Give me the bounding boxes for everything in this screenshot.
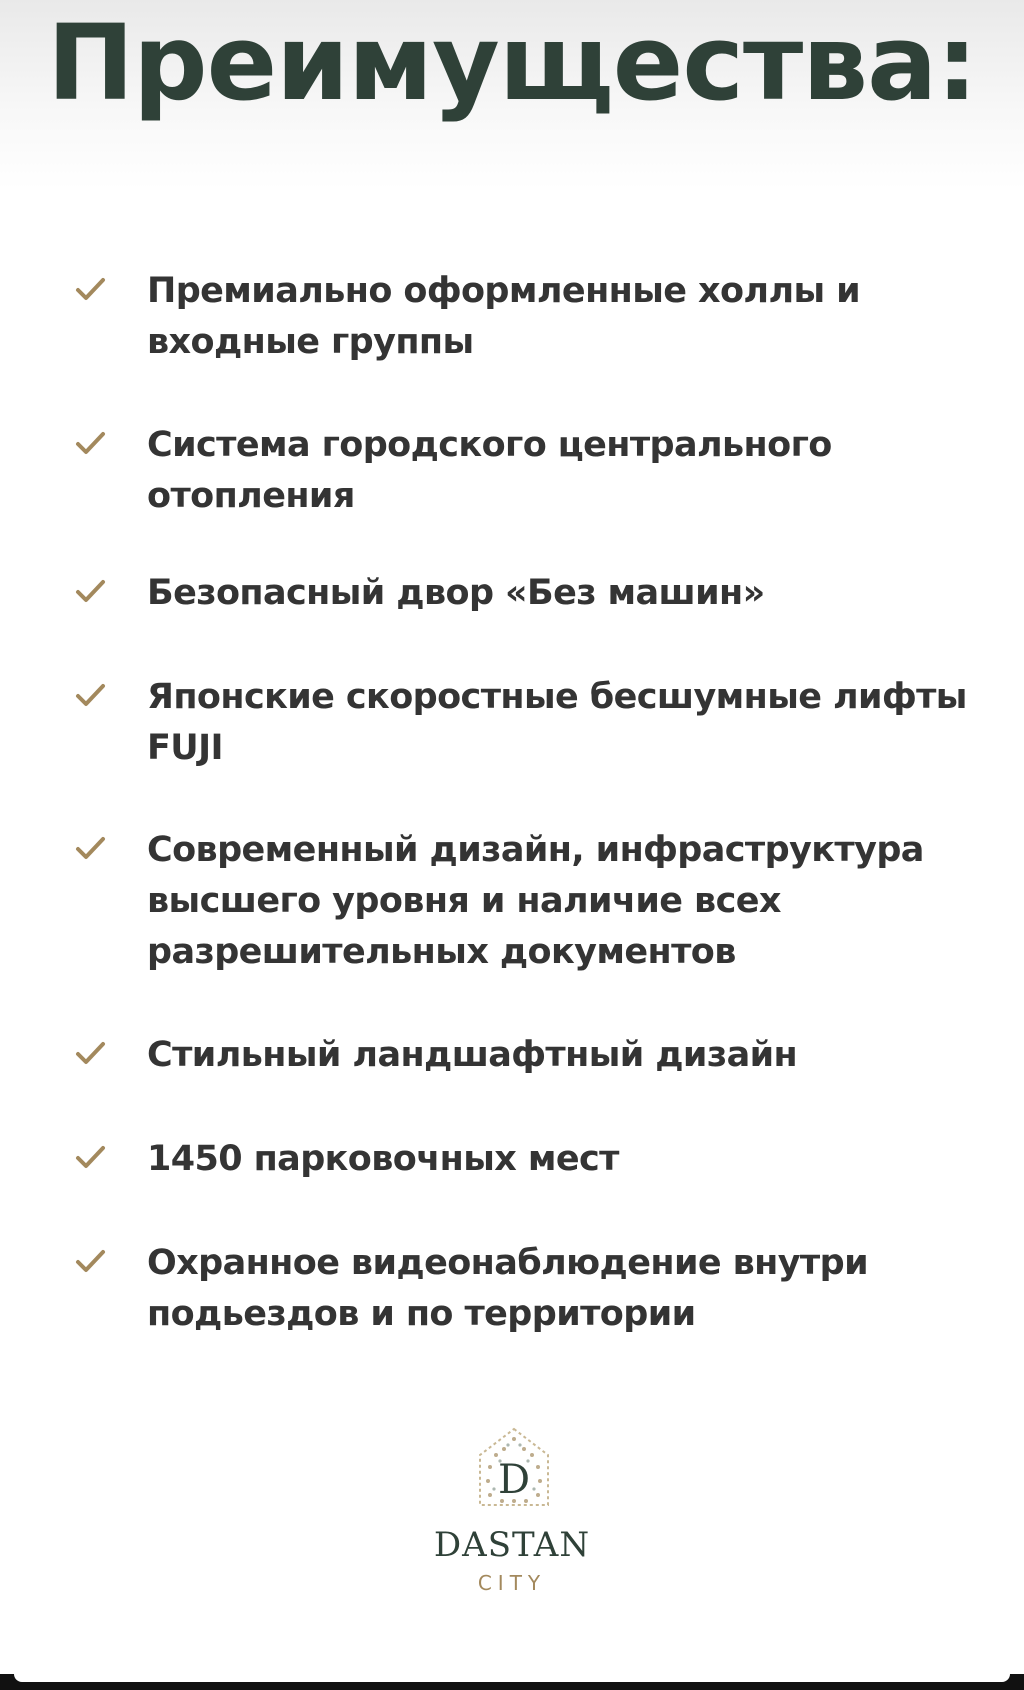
bottom-frame bbox=[0, 1674, 1024, 1690]
benefit-text: Стильный ландшафтный дизайн bbox=[147, 1035, 798, 1075]
benefit-text: Система городского центрального отопления bbox=[147, 425, 832, 516]
benefit-text: Охранное видеонаблюдение внутри подьездов и по территории bbox=[147, 1243, 868, 1334]
check-icon bbox=[74, 1246, 108, 1276]
benefit-text: Современный дизайн, инфраструктура высшего уровня и наличие всех разрешительных документов bbox=[147, 830, 924, 972]
brand-name: DASTAN bbox=[433, 1525, 591, 1565]
brand-subtitle: CITY bbox=[477, 1571, 547, 1595]
check-icon bbox=[74, 833, 108, 863]
benefit-text: Премиально оформленные холлы и входные группы bbox=[147, 271, 861, 362]
check-icon bbox=[74, 1038, 108, 1068]
brand-logo bbox=[412, 1425, 612, 1605]
check-icon bbox=[74, 428, 108, 458]
benefit-text: Безопасный двор «Без машин» bbox=[147, 573, 765, 613]
benefit-text: 1450 парковочных мест bbox=[147, 1139, 619, 1179]
house-monogram-icon bbox=[476, 1425, 552, 1509]
check-icon bbox=[74, 274, 108, 304]
logo-monogram: D bbox=[497, 1457, 531, 1503]
check-icon bbox=[74, 1142, 108, 1172]
check-icon bbox=[74, 576, 108, 606]
benefit-text: Японские скоростные бесшумные лифты FUJI bbox=[147, 677, 967, 768]
page-title: Преимущества: bbox=[47, 2, 977, 124]
check-icon bbox=[74, 680, 108, 710]
